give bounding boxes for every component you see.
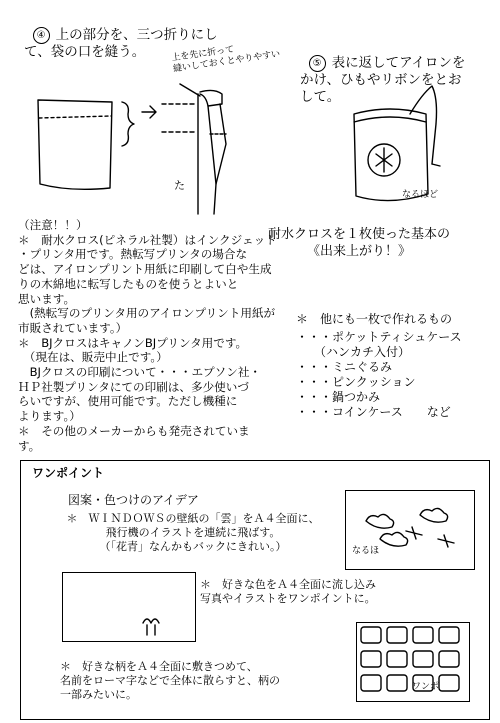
idea-3: ＊ 好きな柄をＡ４全面に敷きつめて、 名前をローマ字などで全体に散らすと、柄の 一部みたいに。 <box>60 660 280 701</box>
list-item: ・・・ミニぐるみ <box>296 360 393 374</box>
step5-number: ⑤ <box>309 55 326 72</box>
step4-number: ④ <box>33 27 50 44</box>
idea-2: ＊ 好きな色をＡ４全面に流し込み 写真やイラストをワンポイントに。 <box>200 578 376 605</box>
idea3-sketch-label: ワンポ <box>412 682 440 692</box>
step4-illustration <box>30 44 250 224</box>
other-items-heading: ＊ 他にも一枚で作れるもの <box>296 312 453 326</box>
caution-notes: （注意！！） ＊ 耐水クロス(ピネラル社製）はインクジェット ・プリンタ用です。熱転写プリンタの場合な どは、アイロンプリント用紙に印刷して白や生成 りの木綿地に転写したものを使うとよいと 思います。 (熱転写のプリンタ用のアイロンプリント用紙が 市販されています。） ＊ BJクロスはキャノンBJプリンタ用です。 （現在は、販売中止です。） BJクロスの印刷について・・・エプソン社・ ＨＰ社製プリンタにての印刷は、多少使いづ らいですが、使用可能です。ただし機種に よります。） ＊ その他のメーカーからも発売されていま す。 <box>18 218 277 453</box>
onepoint-title: ワンポイント <box>32 466 105 480</box>
cloud-plane-icon <box>346 491 474 569</box>
finished-caption: 耐水クロスを１枚使った基本の 《出来上がり！》 <box>268 227 451 259</box>
list-item: ・・・コインケース など <box>296 405 451 419</box>
step4-note: 上を先に折って 縫いしておくとやりやすい <box>170 44 281 75</box>
list-item: （ハンカチ入付） <box>296 345 411 359</box>
idea1-sketch-label: なるほ <box>352 546 380 556</box>
list-item: ・・・ピンクッション <box>296 375 416 389</box>
finished-bag-label: なるほど <box>402 190 439 200</box>
step4-fold-mark: た <box>174 179 185 192</box>
other-items-list <box>296 330 462 420</box>
list-item: ・・・ポケットティシュケース <box>296 330 462 344</box>
step4-text: 上の部分を、三つ折りにし て、袋の口を縫う。 <box>24 27 218 60</box>
idea1-sketch <box>345 490 475 570</box>
flower-icon <box>63 573 195 641</box>
onepoint-subtitle: 図案・色つけのアイデア <box>68 493 199 507</box>
list-item: ・・・鍋つかみ <box>296 390 381 404</box>
idea-1: ＊ ＷＩＮＤＯＷＳの壁紙の「雲」をＡ４全面に、 飛行機のイラストを連続に飛ばす。 （「花青」なんかもバックにきれい。） <box>66 512 320 553</box>
step5-text: 表に返してアイロンを かけ、ひもやリボンをとお して。 <box>300 55 466 105</box>
finished-bag-illustration <box>340 84 460 214</box>
idea2-sketch <box>62 572 196 642</box>
